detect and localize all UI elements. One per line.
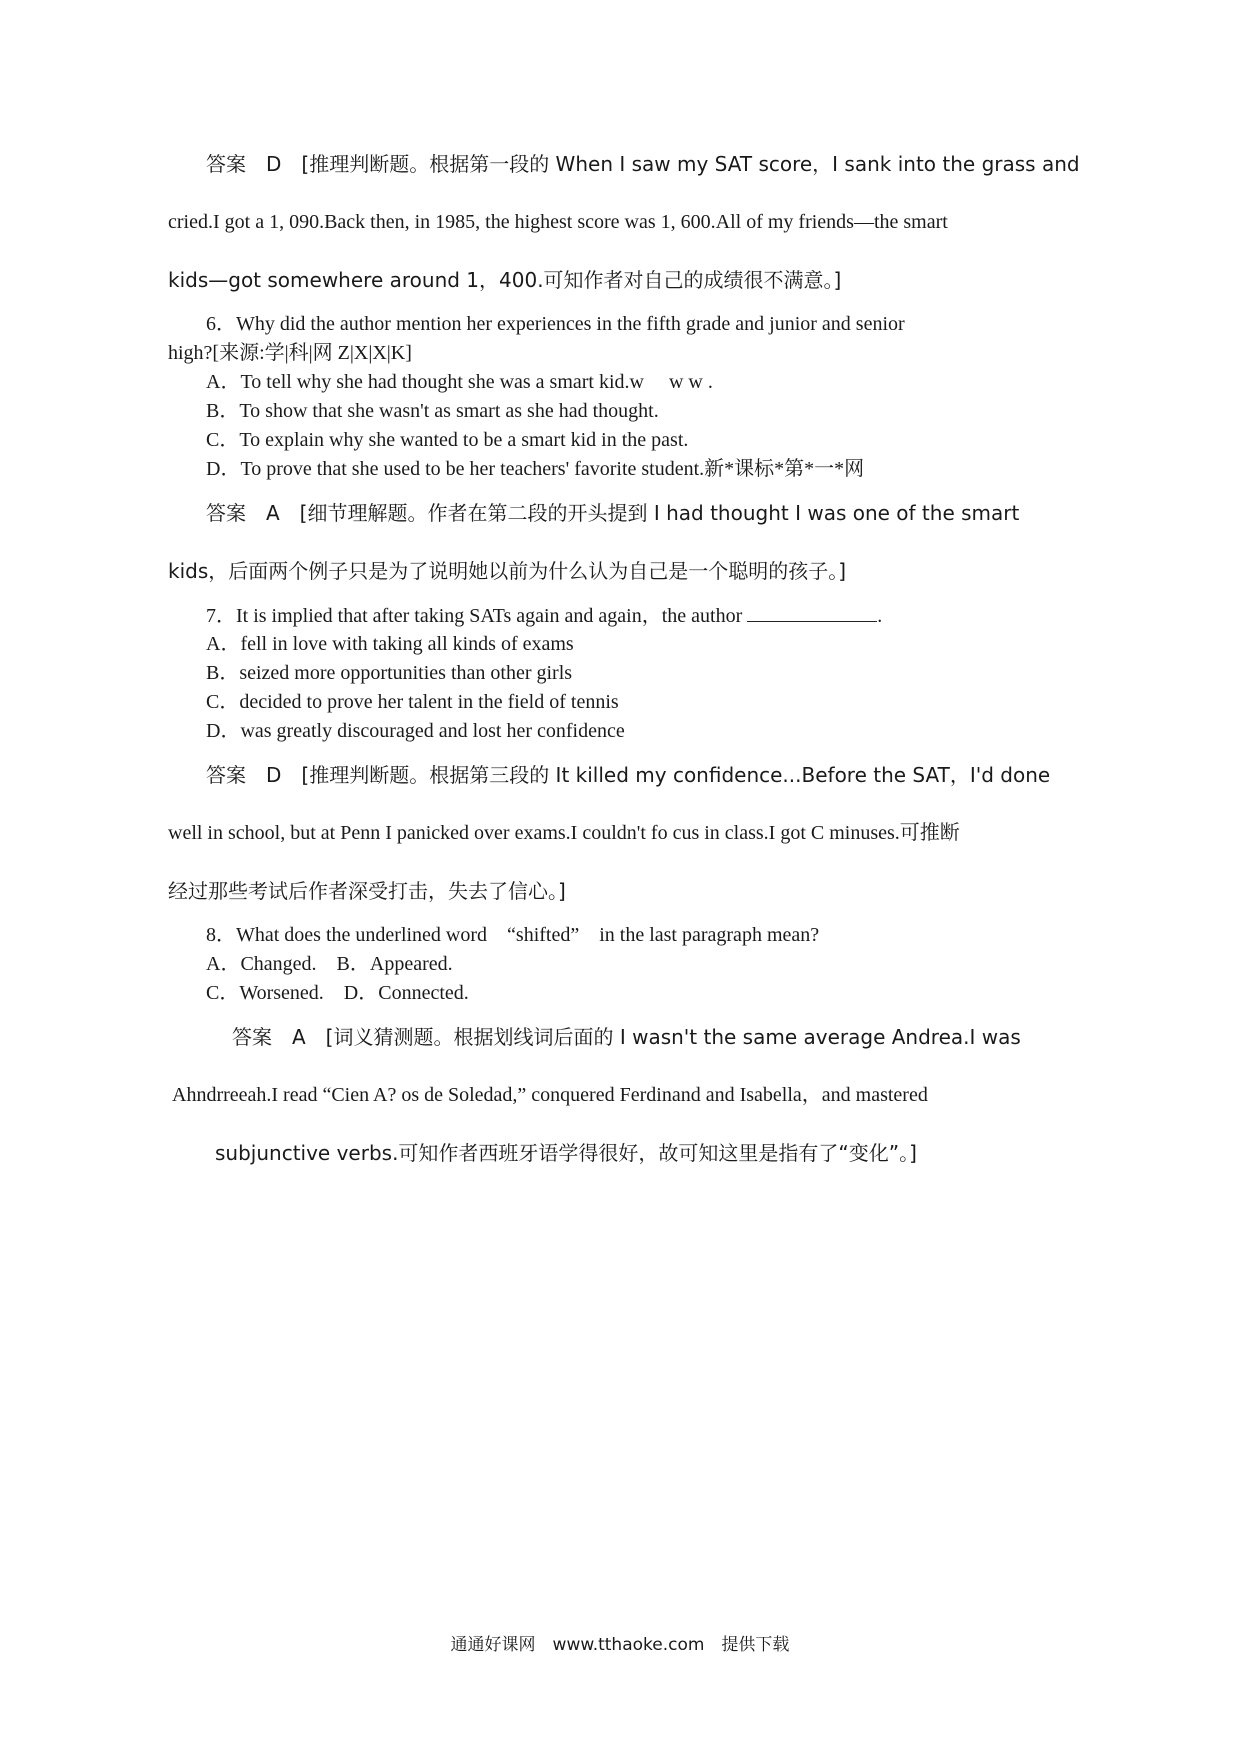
q7-option-b: B．seized more opportunities than other girls [206, 662, 573, 684]
q7-stem-text: 7．It is implied that after taking SATs again and again，the author [206, 605, 748, 627]
q7-answer-line-3: 经过那些考试后作者深受打击，失去了信心。] [168, 879, 566, 903]
q8-options-row-2: C．Worsened. D．Connected. [206, 982, 469, 1004]
q7-option-a: A．fell in love with taking all kinds of exams [206, 633, 574, 655]
q7-answer-line-2: well in school, but at Penn I panicked over exams.I couldn't fo cus in class.I got C minuses.可推断 [168, 822, 960, 844]
q5-answer-line-3: kids—got somewhere around 1，400.可知作者对自己的成绩很不满意。] [168, 268, 842, 292]
q6-option-b: B．To show that she wasn't as smart as she had thought. [206, 400, 659, 422]
q5-answer-line-1: 答案 D [推理判断题。根据第一段的 When I saw my SAT score，I sank into the grass and [206, 152, 1080, 176]
q6-answer-line-1: 答案 A [细节理解题。作者在第二段的开头提到 I had thought I was one of the smart [206, 501, 1020, 525]
q7-option-c: C．decided to prove her talent in the field of tennis [206, 691, 619, 713]
q8-answer-line-1: 答案 A [词义猜测题。根据划线词后面的 I wasn't the same average Andrea.I was [232, 1025, 1021, 1049]
q6-stem-line-2: high?[来源:学|科|网 Z|X|X|K] [168, 342, 412, 364]
q8-answer-line-2: Ahndrreeah.I read “Cien A? os de Soledad,” conquered Ferdinand and Isabella，and mastered [172, 1084, 928, 1106]
q6-option-d: D．To prove that she used to be her teachers' favorite student.新*课标*第*一*网 [206, 458, 865, 480]
q7-stem [206, 603, 882, 628]
q6-answer-line-2: kids，后面两个例子只是为了说明她以前为什么认为自己是一个聪明的孩子。] [168, 559, 847, 583]
q6-option-c: C．To explain why she wanted to be a smart kid in the past. [206, 429, 689, 451]
q7-answer-line-1: 答案 D [推理判断题。根据第三段的 It killed my confidence...Before the SAT，I'd done [206, 763, 1051, 787]
q7-option-d: D．was greatly discouraged and lost her confidence [206, 720, 625, 742]
q8-stem: 8．What does the underlined word “shifted” in the last paragraph mean? [206, 924, 820, 946]
q6-option-a: A．To tell why she had thought she was a smart kid.w w w . [206, 371, 713, 393]
q8-options-row-1: A．Changed. B．Appeared. [206, 953, 453, 975]
q7-stem-end: . [877, 605, 883, 627]
q8-answer-line-3: subjunctive verbs.可知作者西班牙语学得很好，故可知这里是指有了“变化”。] [215, 1141, 917, 1165]
q7-answer-blank [747, 603, 877, 622]
q6-stem-line-1: 6．Why did the author mention her experiences in the fifth grade and junior and senior [206, 313, 905, 335]
q5-answer-line-2: cried.I got a 1, 090.Back then, in 1985, the highest score was 1, 600.All of my friends—the smart [168, 211, 948, 233]
page-footer: 通通好课网 www.tthaoke.com 提供下载 [450, 1635, 790, 1655]
